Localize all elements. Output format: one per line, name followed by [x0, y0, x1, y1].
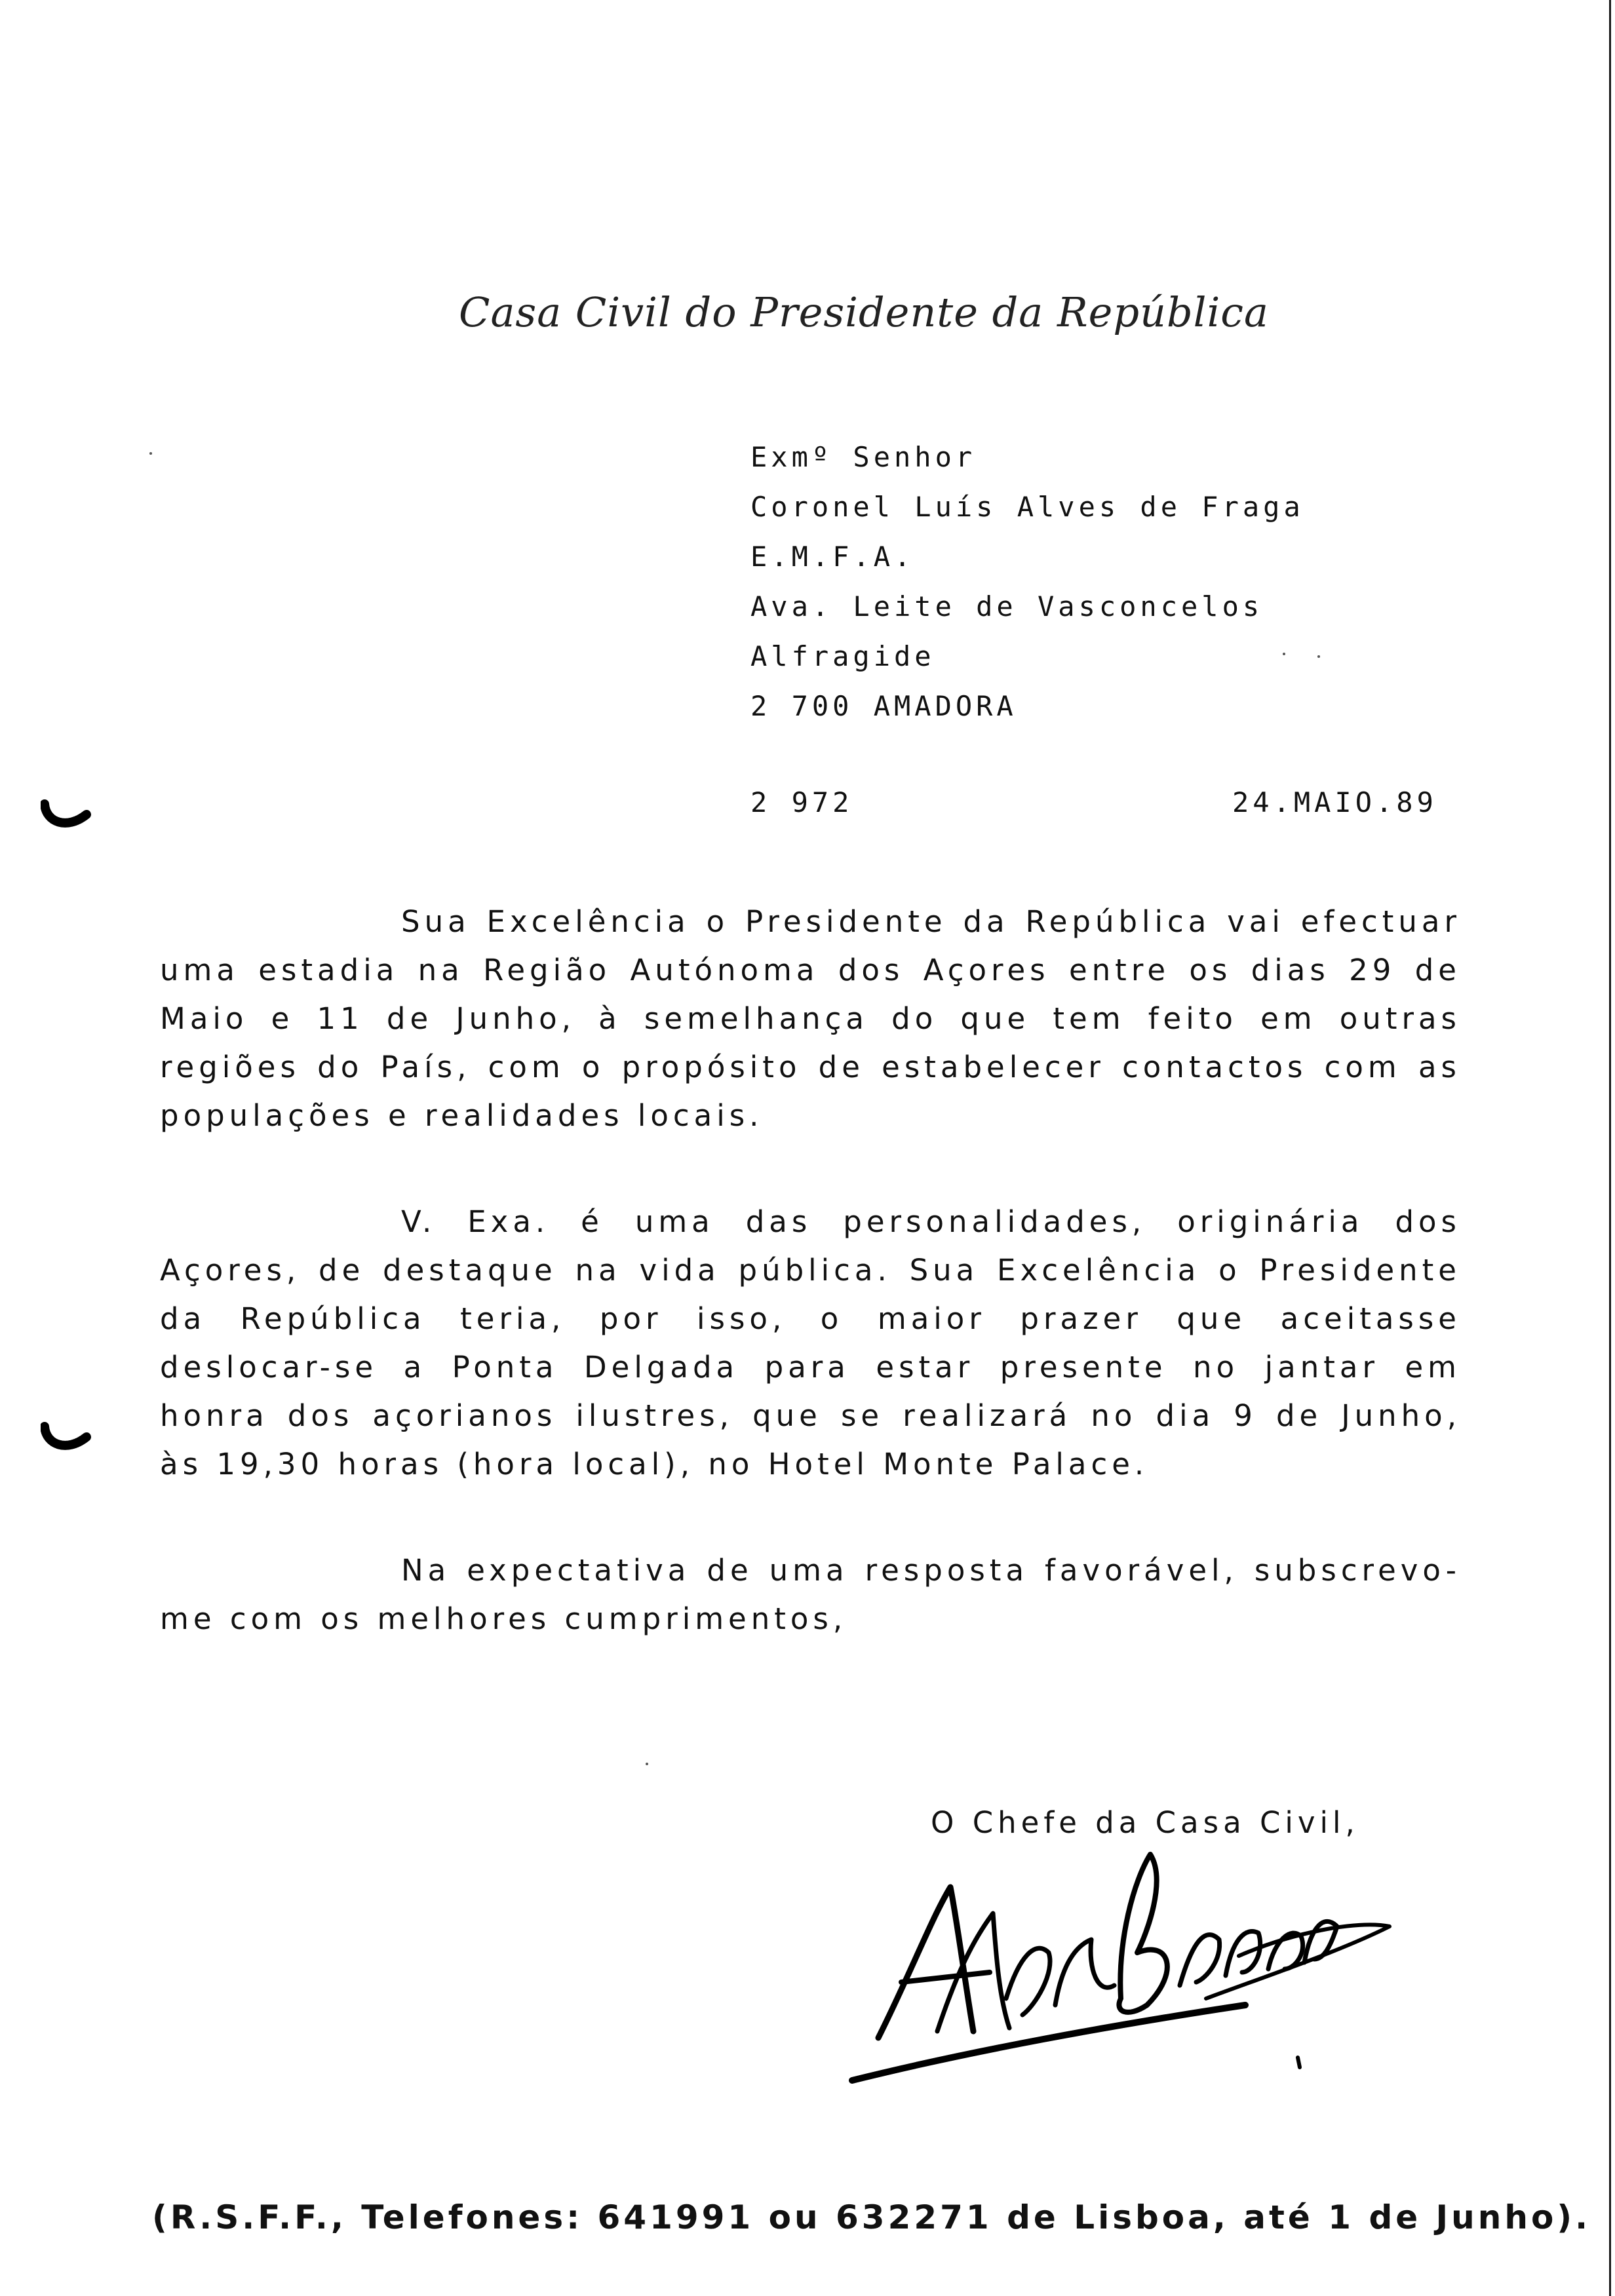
letter-date: 24.MAIO.89 [1232, 786, 1437, 818]
recipient-organization: E.M.F.A. [750, 541, 915, 573]
recipient-salutation: Exmº Senhor [750, 441, 977, 473]
letterhead: Casa Civil do Presidente da República [459, 288, 1269, 336]
signatory-title: O Chefe da Casa Civil, [931, 1805, 1359, 1840]
body-paragraph-2: V. Exa. é uma das personalidades, originária dos Açores, de destaque na vida pública. Sua Excelência o Presidente da República teria, por isso, o maior prazer que aceitasse deslocar-se a Ponta Delgada para estar presente no jantar em honra dos açorianos ilustres, que se realizará no dia 9 de Junho, às 19,30 horas (hora local), no Hotel Monte Palace. [160, 1204, 1461, 1482]
scan-speck [1317, 655, 1320, 658]
reference-number: 2 972 [750, 786, 853, 818]
scan-speck [646, 1763, 648, 1765]
recipient-locality: Alfragide [750, 640, 935, 672]
recipient-address [750, 432, 1304, 731]
recipient-name: Coronel Luís Alves de Fraga [750, 491, 1304, 523]
footer-note: (R.S.F.F., Telefones: 641991 ou 632271 de Lisboa, até 1 de Junho). [152, 2198, 1591, 2236]
recipient-postal-city: 2 700 AMADORA [750, 690, 1017, 722]
binder-hole-mark [41, 1419, 93, 1458]
scan-speck [149, 452, 152, 455]
body-paragraph-3: Na expectativa de uma resposta favorável, subscrevo-me com os melhores cumprimentos, [160, 1553, 1461, 1636]
page-edge [1609, 0, 1611, 2296]
recipient-street: Ava. Leite de Vasconcelos [750, 590, 1264, 622]
binder-hole-mark [41, 796, 93, 835]
handwritten-signature [839, 1841, 1396, 2090]
body-paragraph-1: Sua Excelência o Presidente da República vai efectuar uma estadia na Região Autónoma dos Açores entre os dias 29 de Maio e 11 de Junho, à semelhança do que tem feito em outras regiões do País, com o propósito de estabelecer contactos com as populações e realidades locais. [160, 904, 1461, 1133]
